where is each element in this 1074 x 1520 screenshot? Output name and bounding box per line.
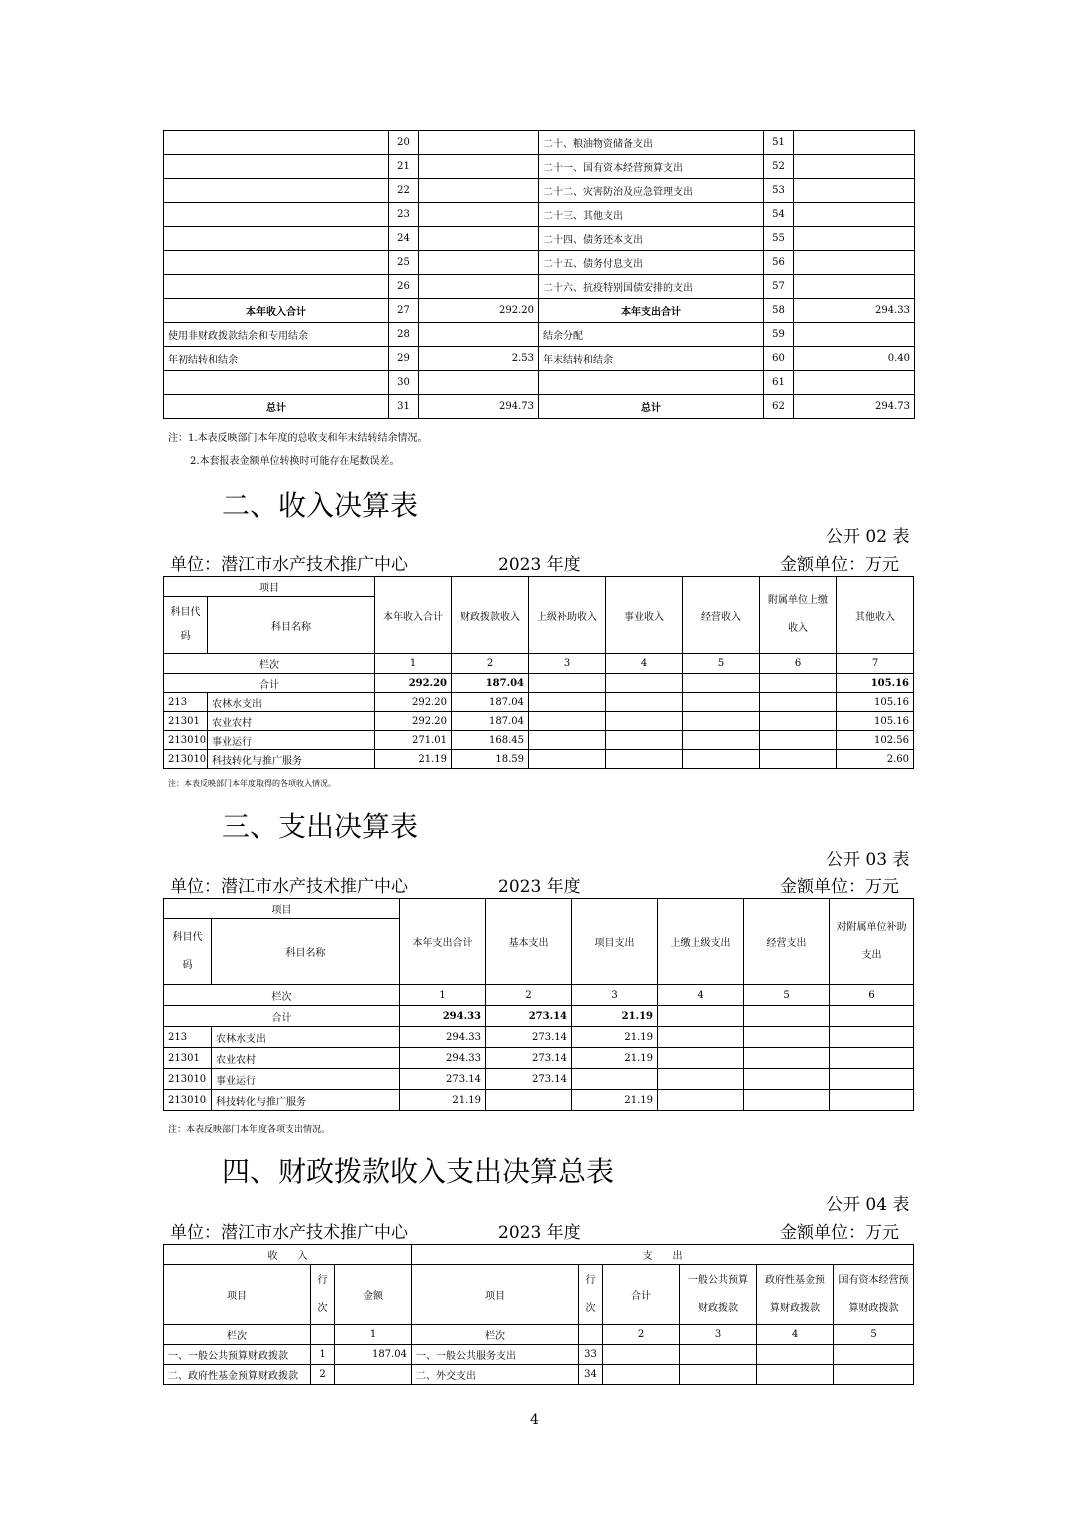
amount-cell bbox=[603, 1345, 680, 1365]
table1-note-1: 注：1.本表反映部门本年度的总收支和年末结转结余情况。 bbox=[168, 433, 428, 444]
amount-cell bbox=[744, 1090, 830, 1111]
section3-title: 三、支出决算表 bbox=[222, 810, 419, 843]
income-col-header: 附属单位上缴收入 bbox=[760, 577, 837, 654]
amount-cell: 21.19 bbox=[572, 1048, 658, 1069]
fiscal-appropriation-table bbox=[163, 1244, 914, 1385]
income-line-number: 28 bbox=[389, 323, 419, 347]
income-total-label: 合计 bbox=[164, 674, 375, 693]
expense-amount bbox=[794, 155, 915, 179]
expense-amount bbox=[794, 323, 915, 347]
section4-title: 四、财政拨款收入支出决算总表 bbox=[222, 1155, 615, 1188]
fa-col-number: 4 bbox=[757, 1325, 834, 1345]
income-header-name: 科目名称 bbox=[208, 597, 375, 654]
amount-cell bbox=[830, 1027, 914, 1048]
fa-lanci-label: 栏次 bbox=[164, 1325, 311, 1345]
subject-code: 213010 bbox=[164, 731, 208, 750]
amount-cell bbox=[603, 1365, 680, 1385]
amount-cell: 18.59 bbox=[452, 750, 529, 769]
expense-line-number: 61 bbox=[764, 371, 794, 395]
fa-header-general: 一般公共预算财政拨款 bbox=[680, 1265, 757, 1325]
income-amount: 294.73 bbox=[419, 395, 539, 419]
income-total-cell: 187.04 bbox=[452, 674, 529, 693]
expense-header-code: 科目代码 bbox=[164, 919, 212, 985]
table-row bbox=[164, 1069, 914, 1090]
expense-item: 二十五、债务付息支出 bbox=[539, 251, 764, 275]
income-item bbox=[164, 179, 389, 203]
table-row bbox=[164, 347, 915, 371]
expense-col-number: 1 bbox=[400, 985, 486, 1006]
amount-cell bbox=[683, 693, 760, 712]
amount-cell bbox=[760, 750, 837, 769]
amount-cell bbox=[529, 731, 606, 750]
section2-title: 二、收入决算表 bbox=[222, 489, 419, 522]
expense-col-header: 本年支出合计 bbox=[400, 899, 486, 985]
amount-cell: 294.33 bbox=[400, 1027, 486, 1048]
fa-header-row: 行次 bbox=[311, 1265, 335, 1325]
amount-cell: 2.60 bbox=[837, 750, 914, 769]
fa-header-row2: 行次 bbox=[579, 1265, 603, 1325]
income-item: 本年收入合计 bbox=[164, 299, 389, 323]
amount-cell: 187.04 bbox=[452, 693, 529, 712]
expense-col-number: 5 bbox=[744, 985, 830, 1006]
amount-cell: 273.14 bbox=[486, 1027, 572, 1048]
expense-total-cell: 21.19 bbox=[572, 1006, 658, 1027]
income-amount: 2.53 bbox=[419, 347, 539, 371]
expense-amount: 294.33 bbox=[794, 299, 915, 323]
expense-col-header: 基本支出 bbox=[486, 899, 572, 985]
subject-name: 农林水支出 bbox=[208, 693, 375, 712]
expense-item: 总计 bbox=[539, 395, 764, 419]
income-total-cell bbox=[683, 674, 760, 693]
amount-cell bbox=[760, 693, 837, 712]
income-item bbox=[164, 203, 389, 227]
amount-cell bbox=[757, 1345, 834, 1365]
expense-line-number: 60 bbox=[764, 347, 794, 371]
amount-cell: 21.19 bbox=[572, 1090, 658, 1111]
table-row bbox=[164, 1365, 914, 1385]
income-amount bbox=[419, 251, 539, 275]
fa-header-item2: 项目 bbox=[412, 1265, 579, 1325]
amount-cell: 187.04 bbox=[452, 712, 529, 731]
amount-cell bbox=[606, 712, 683, 731]
amount-cell bbox=[757, 1365, 834, 1385]
income-col-number: 5 bbox=[683, 654, 760, 674]
subject-code: 213010 bbox=[164, 1069, 212, 1090]
amount-cell bbox=[744, 1069, 830, 1090]
income-line-number: 23 bbox=[389, 203, 419, 227]
income-line-number: 20 bbox=[389, 131, 419, 155]
table-row bbox=[164, 1090, 914, 1111]
fa-col-number: 1 bbox=[335, 1325, 412, 1345]
empty-cell bbox=[579, 1325, 603, 1345]
expense-total-cell: 294.33 bbox=[400, 1006, 486, 1027]
amount-cell bbox=[683, 731, 760, 750]
amount-cell bbox=[834, 1365, 914, 1385]
income-total-cell: 105.16 bbox=[837, 674, 914, 693]
expense-group-header: 支 出 bbox=[412, 1245, 914, 1265]
expense-line-number: 62 bbox=[764, 395, 794, 419]
income-expense-summary-table bbox=[163, 130, 915, 419]
section3-year: 2023 年度 bbox=[498, 877, 581, 897]
fa-col-number: 3 bbox=[680, 1325, 757, 1345]
fa-header-item: 项目 bbox=[164, 1265, 311, 1325]
expense-line-number: 51 bbox=[764, 131, 794, 155]
table-row bbox=[164, 227, 915, 251]
income-item bbox=[164, 155, 389, 179]
amount-cell bbox=[683, 712, 760, 731]
section4-year: 2023 年度 bbox=[498, 1223, 581, 1243]
income-line-number: 24 bbox=[389, 227, 419, 251]
expense-total-cell: 273.14 bbox=[486, 1006, 572, 1027]
amount-cell bbox=[529, 693, 606, 712]
amount-cell: 21.19 bbox=[572, 1027, 658, 1048]
amount-cell bbox=[830, 1069, 914, 1090]
amount-cell: 102.56 bbox=[837, 731, 914, 750]
amount-cell: 273.14 bbox=[486, 1048, 572, 1069]
amount-cell bbox=[658, 1048, 744, 1069]
income-line-number: 1 bbox=[311, 1345, 335, 1365]
income-col-number: 2 bbox=[452, 654, 529, 674]
expense-col-number: 6 bbox=[830, 985, 914, 1006]
expense-amount bbox=[794, 275, 915, 299]
expense-col-number: 3 bbox=[572, 985, 658, 1006]
expense-line-number: 53 bbox=[764, 179, 794, 203]
amount-cell bbox=[529, 750, 606, 769]
expense-line-number: 58 bbox=[764, 299, 794, 323]
amount-cell: 292.20 bbox=[375, 712, 452, 731]
page-number: 4 bbox=[530, 1412, 539, 1428]
section2-table-code: 公开 02 表 bbox=[826, 527, 910, 547]
section2-money-unit: 金额单位：万元 bbox=[780, 555, 899, 575]
income-line-number: 21 bbox=[389, 155, 419, 179]
table-row bbox=[164, 299, 915, 323]
income-item bbox=[164, 131, 389, 155]
fa-col-number: 2 bbox=[603, 1325, 680, 1345]
table-row bbox=[164, 275, 915, 299]
expense-item: 年末结转和结余 bbox=[539, 347, 764, 371]
income-col-header: 上级补助收入 bbox=[529, 577, 606, 654]
income-total-cell bbox=[760, 674, 837, 693]
expense-amount bbox=[794, 251, 915, 275]
income-header-item: 项目 bbox=[164, 577, 375, 597]
expense-item: 二十一、国有资本经营预算支出 bbox=[539, 155, 764, 179]
amount-cell bbox=[606, 750, 683, 769]
table-row bbox=[164, 203, 915, 227]
subject-name: 农林水支出 bbox=[212, 1027, 400, 1048]
income-amount bbox=[419, 179, 539, 203]
expense-table bbox=[163, 898, 914, 1111]
expense-line-number: 59 bbox=[764, 323, 794, 347]
expense-col-number: 2 bbox=[486, 985, 572, 1006]
expense-amount bbox=[794, 371, 915, 395]
table-row bbox=[164, 179, 915, 203]
income-item: 使用非财政拨款结余和专用结余 bbox=[164, 323, 389, 347]
amount-cell: 105.16 bbox=[837, 693, 914, 712]
section3-table-code: 公开 03 表 bbox=[826, 850, 910, 870]
income-item: 二、政府性基金预算财政拨款 bbox=[164, 1365, 311, 1385]
section4-unit: 单位：潜江市水产技术推广中心 bbox=[170, 1223, 408, 1243]
amount-cell bbox=[830, 1090, 914, 1111]
income-header-code: 科目代码 bbox=[164, 597, 208, 654]
amount-cell bbox=[606, 693, 683, 712]
income-line-number: 31 bbox=[389, 395, 419, 419]
expense-item: 二十六、抗疫特别国债安排的支出 bbox=[539, 275, 764, 299]
income-col-header: 本年收入合计 bbox=[375, 577, 452, 654]
empty-cell bbox=[311, 1325, 335, 1345]
expense-col-header: 对附属单位补助支出 bbox=[830, 899, 914, 985]
expense-col-header: 项目支出 bbox=[572, 899, 658, 985]
expense-item: 二十三、其他支出 bbox=[539, 203, 764, 227]
amount-cell bbox=[683, 750, 760, 769]
expense-item: 二、外交支出 bbox=[412, 1365, 579, 1385]
income-amount bbox=[335, 1365, 412, 1385]
amount-cell bbox=[744, 1048, 830, 1069]
amount-cell: 294.33 bbox=[400, 1048, 486, 1069]
income-line-number: 26 bbox=[389, 275, 419, 299]
income-item bbox=[164, 251, 389, 275]
table-row bbox=[164, 731, 914, 750]
expense-item: 一、一般公共服务支出 bbox=[412, 1345, 579, 1365]
income-total-cell bbox=[606, 674, 683, 693]
amount-cell bbox=[529, 712, 606, 731]
income-amount bbox=[419, 155, 539, 179]
income-total-cell bbox=[529, 674, 606, 693]
income-group-header: 收 入 bbox=[164, 1245, 412, 1265]
income-line-number: 25 bbox=[389, 251, 419, 275]
expense-col-header: 经营支出 bbox=[744, 899, 830, 985]
amount-cell bbox=[572, 1069, 658, 1090]
subject-name: 事业运行 bbox=[208, 731, 375, 750]
amount-cell bbox=[606, 731, 683, 750]
income-amount bbox=[419, 131, 539, 155]
amount-cell: 271.01 bbox=[375, 731, 452, 750]
table-row bbox=[164, 395, 915, 419]
income-col-header: 事业收入 bbox=[606, 577, 683, 654]
amount-cell: 21.19 bbox=[400, 1090, 486, 1111]
expense-total-cell bbox=[658, 1006, 744, 1027]
expense-amount bbox=[794, 227, 915, 251]
subject-name: 科技转化与推广服务 bbox=[212, 1090, 400, 1111]
subject-code: 213 bbox=[164, 1027, 212, 1048]
income-item bbox=[164, 371, 389, 395]
income-col-number: 4 bbox=[606, 654, 683, 674]
expense-line-number: 33 bbox=[579, 1345, 603, 1365]
subject-name: 农业农村 bbox=[212, 1048, 400, 1069]
expense-item bbox=[539, 371, 764, 395]
amount-cell bbox=[760, 712, 837, 731]
expense-line-number: 34 bbox=[579, 1365, 603, 1385]
income-item bbox=[164, 275, 389, 299]
expense-amount: 294.73 bbox=[794, 395, 915, 419]
expense-col-header: 上缴上级支出 bbox=[658, 899, 744, 985]
subject-code: 21301 bbox=[164, 712, 208, 731]
section2-note: 注：本表反映部门本年度取得的各项收入情况。 bbox=[168, 779, 336, 788]
amount-cell bbox=[486, 1090, 572, 1111]
expense-amount bbox=[794, 203, 915, 227]
section2-unit: 单位：潜江市水产技术推广中心 bbox=[170, 555, 408, 575]
amount-cell bbox=[658, 1027, 744, 1048]
income-col-number: 7 bbox=[837, 654, 914, 674]
income-col-number: 3 bbox=[529, 654, 606, 674]
amount-cell bbox=[744, 1027, 830, 1048]
income-amount bbox=[419, 275, 539, 299]
income-line-number: 27 bbox=[389, 299, 419, 323]
income-amount bbox=[419, 203, 539, 227]
expense-line-number: 57 bbox=[764, 275, 794, 299]
income-amount bbox=[419, 227, 539, 251]
section4-table-code: 公开 04 表 bbox=[826, 1195, 910, 1215]
section3-unit: 单位：潜江市水产技术推广中心 bbox=[170, 877, 408, 897]
expense-total-label: 合计 bbox=[164, 1006, 400, 1027]
expense-line-number: 52 bbox=[764, 155, 794, 179]
table-row bbox=[164, 750, 914, 769]
fa-header-state-capital: 国有资本经营预算财政拨款 bbox=[834, 1265, 914, 1325]
income-item: 年初结转和结余 bbox=[164, 347, 389, 371]
expense-item: 二十二、灾害防治及应急管理支出 bbox=[539, 179, 764, 203]
income-line-number: 22 bbox=[389, 179, 419, 203]
income-item: 总计 bbox=[164, 395, 389, 419]
table-row bbox=[164, 1345, 914, 1365]
amount-cell: 273.14 bbox=[400, 1069, 486, 1090]
subject-code: 213010 bbox=[164, 1090, 212, 1111]
expense-line-number: 56 bbox=[764, 251, 794, 275]
amount-cell bbox=[760, 731, 837, 750]
subject-name: 事业运行 bbox=[212, 1069, 400, 1090]
amount-cell bbox=[830, 1048, 914, 1069]
amount-cell: 105.16 bbox=[837, 712, 914, 731]
amount-cell: 292.20 bbox=[375, 693, 452, 712]
table-row bbox=[164, 371, 915, 395]
table-row bbox=[164, 693, 914, 712]
income-col-number: 1 bbox=[375, 654, 452, 674]
income-amount: 292.20 bbox=[419, 299, 539, 323]
expense-amount bbox=[794, 131, 915, 155]
subject-code: 213 bbox=[164, 693, 208, 712]
table-row bbox=[164, 155, 915, 179]
income-line-number: 2 bbox=[311, 1365, 335, 1385]
fa-header-total: 合计 bbox=[603, 1265, 680, 1325]
expense-header-item: 项目 bbox=[164, 899, 400, 919]
income-table bbox=[163, 576, 914, 769]
table1-note-2: 2.本套报表金额单位转换时可能存在尾数误差。 bbox=[190, 456, 400, 467]
expense-header-name: 科目名称 bbox=[212, 919, 400, 985]
amount-cell: 273.14 bbox=[486, 1069, 572, 1090]
subject-code: 21301 bbox=[164, 1048, 212, 1069]
expense-col-number: 4 bbox=[658, 985, 744, 1006]
income-line-number: 29 bbox=[389, 347, 419, 371]
amount-cell bbox=[680, 1345, 757, 1365]
table-row bbox=[164, 1027, 914, 1048]
table-row bbox=[164, 323, 915, 347]
income-amount: 187.04 bbox=[335, 1345, 412, 1365]
amount-cell: 21.19 bbox=[375, 750, 452, 769]
section2-year: 2023 年度 bbox=[498, 555, 581, 575]
table-row bbox=[164, 1048, 914, 1069]
income-total-cell: 292.20 bbox=[375, 674, 452, 693]
expense-total-cell bbox=[744, 1006, 830, 1027]
amount-cell bbox=[834, 1345, 914, 1365]
fa-header-amount: 金额 bbox=[335, 1265, 412, 1325]
expense-lanci-label: 栏次 bbox=[164, 985, 400, 1006]
amount-cell bbox=[658, 1069, 744, 1090]
expense-total-cell bbox=[830, 1006, 914, 1027]
expense-line-number: 55 bbox=[764, 227, 794, 251]
table-row bbox=[164, 131, 915, 155]
fa-lanci-label-2: 栏次 bbox=[412, 1325, 579, 1345]
income-amount bbox=[419, 371, 539, 395]
section3-money-unit: 金额单位：万元 bbox=[780, 877, 899, 897]
amount-cell bbox=[658, 1090, 744, 1111]
income-col-header: 其他收入 bbox=[837, 577, 914, 654]
subject-code: 213010 bbox=[164, 750, 208, 769]
expense-item: 二十、粮油物资储备支出 bbox=[539, 131, 764, 155]
expense-amount bbox=[794, 179, 915, 203]
fa-col-number: 5 bbox=[834, 1325, 914, 1345]
amount-cell bbox=[680, 1365, 757, 1385]
income-item: 一、一般公共预算财政拨款 bbox=[164, 1345, 311, 1365]
expense-item: 二十四、债务还本支出 bbox=[539, 227, 764, 251]
income-lanci-label: 栏次 bbox=[164, 654, 375, 674]
income-col-header: 财政拨款收入 bbox=[452, 577, 529, 654]
expense-line-number: 54 bbox=[764, 203, 794, 227]
income-line-number: 30 bbox=[389, 371, 419, 395]
fa-header-fund: 政府性基金预算财政拨款 bbox=[757, 1265, 834, 1325]
expense-item: 本年支出合计 bbox=[539, 299, 764, 323]
section3-note: 注：本表反映部门本年度各项支出情况。 bbox=[168, 1125, 331, 1135]
subject-name: 科技转化与推广服务 bbox=[208, 750, 375, 769]
section4-money-unit: 金额单位：万元 bbox=[780, 1223, 899, 1243]
income-col-header: 经营收入 bbox=[683, 577, 760, 654]
amount-cell: 168.45 bbox=[452, 731, 529, 750]
table-row bbox=[164, 251, 915, 275]
income-col-number: 6 bbox=[760, 654, 837, 674]
table-row bbox=[164, 712, 914, 731]
income-amount bbox=[419, 323, 539, 347]
expense-item: 结余分配 bbox=[539, 323, 764, 347]
expense-amount: 0.40 bbox=[794, 347, 915, 371]
subject-name: 农业农村 bbox=[208, 712, 375, 731]
income-item bbox=[164, 227, 389, 251]
